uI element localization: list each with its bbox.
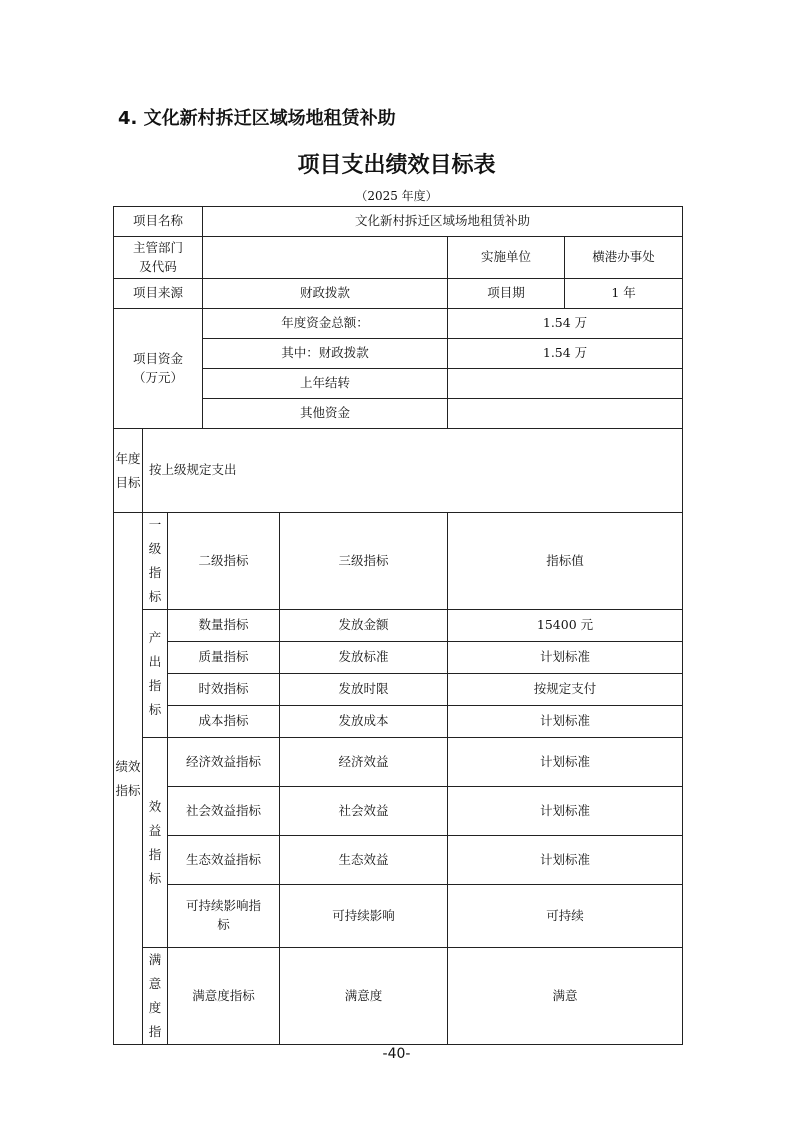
level3-cell: 社会效益 [280,787,448,836]
level2-cell: 生态效益指标 [168,836,280,885]
table-row [114,674,683,706]
table-row [114,610,683,642]
level3-cell: 发放标准 [280,642,448,674]
level3-cell: 生态效益 [280,836,448,885]
carryover-value [448,369,683,399]
level2-cell: 成本指标 [168,706,280,738]
dept-label: 主管部门及代码 [114,237,203,279]
value-cell: 计划标准 [448,738,683,787]
impl-unit-value: 横港办事处 [565,237,683,279]
table-row [114,309,683,339]
period-value: 1 年 [565,279,683,309]
project-name-value: 文化新村拆迁区域场地租赁补助 [203,207,683,237]
document-title: 项目支出绩效目标表 [297,153,496,178]
value-cell: 计划标准 [448,642,683,674]
other-funds-label: 其他资金 [203,399,448,429]
level3-cell: 发放成本 [280,706,448,738]
performance-target-table [113,206,683,1045]
value-cell: 计划标准 [448,706,683,738]
annual-goal-value: 按上级规定支出 [143,429,683,513]
level2-cell: 质量指标 [168,642,280,674]
level2-cell: 社会效益指标 [168,787,280,836]
carryover-label: 上年结转 [203,369,448,399]
project-name-label: 项目名称 [114,207,203,237]
table-row [114,836,683,885]
table-row [114,948,683,1045]
level2-cell: 数量指标 [168,610,280,642]
value-cell: 按规定支付 [448,674,683,706]
table-row [114,642,683,674]
level3-cell: 发放金额 [280,610,448,642]
value-cell: 计划标准 [448,836,683,885]
document-year: （2025 年度） [355,189,438,203]
period-label: 项目期 [448,279,565,309]
section-heading: 4. 文化新村拆迁区域场地租赁补助 [118,108,396,129]
value-header: 指标值 [448,513,683,610]
level2-cell: 可持续影响指标 [168,885,280,948]
benefit-indicator-label: 效益指标 [143,738,168,948]
level2-header: 二级指标 [168,513,280,610]
level1-header: 一级指标 [143,513,168,610]
level3-header: 三级指标 [280,513,448,610]
indicators-section-label: 绩效指标 [114,513,143,1045]
table-row [114,237,683,279]
value-cell: 15400 元 [448,610,683,642]
dept-value [203,237,448,279]
level2-cell: 经济效益指标 [168,738,280,787]
output-indicator-label: 产出指标 [143,610,168,738]
total-funds-value: 1.54 万 [448,309,683,339]
table-row [114,513,683,610]
table-row [114,706,683,738]
table-row [114,429,683,513]
level2-cell: 满意度指标 [168,948,280,1045]
level2-cell: 时效指标 [168,674,280,706]
table-row [114,279,683,309]
annual-goal-label: 年度目标 [114,429,143,513]
table-row [114,207,683,237]
source-label: 项目来源 [114,279,203,309]
value-cell: 满意 [448,948,683,1045]
level3-cell: 满意度 [280,948,448,1045]
fiscal-funds-value: 1.54 万 [448,339,683,369]
funds-label: 项目资金（万元） [114,309,203,429]
source-value: 财政拨款 [203,279,448,309]
impl-unit-label: 实施单位 [448,237,565,279]
level3-cell: 可持续影响 [280,885,448,948]
table-row [114,787,683,836]
total-funds-label: 年度资金总额： [203,309,448,339]
table-row [114,738,683,787]
level3-cell: 经济效益 [280,738,448,787]
table-row [114,885,683,948]
page-number: -40- [382,1046,411,1062]
other-funds-value [448,399,683,429]
satisfaction-indicator-label: 满意度指 [143,948,168,1045]
level3-cell: 发放时限 [280,674,448,706]
value-cell: 可持续 [448,885,683,948]
value-cell: 计划标准 [448,787,683,836]
fiscal-funds-label: 其中：财政拨款 [203,339,448,369]
